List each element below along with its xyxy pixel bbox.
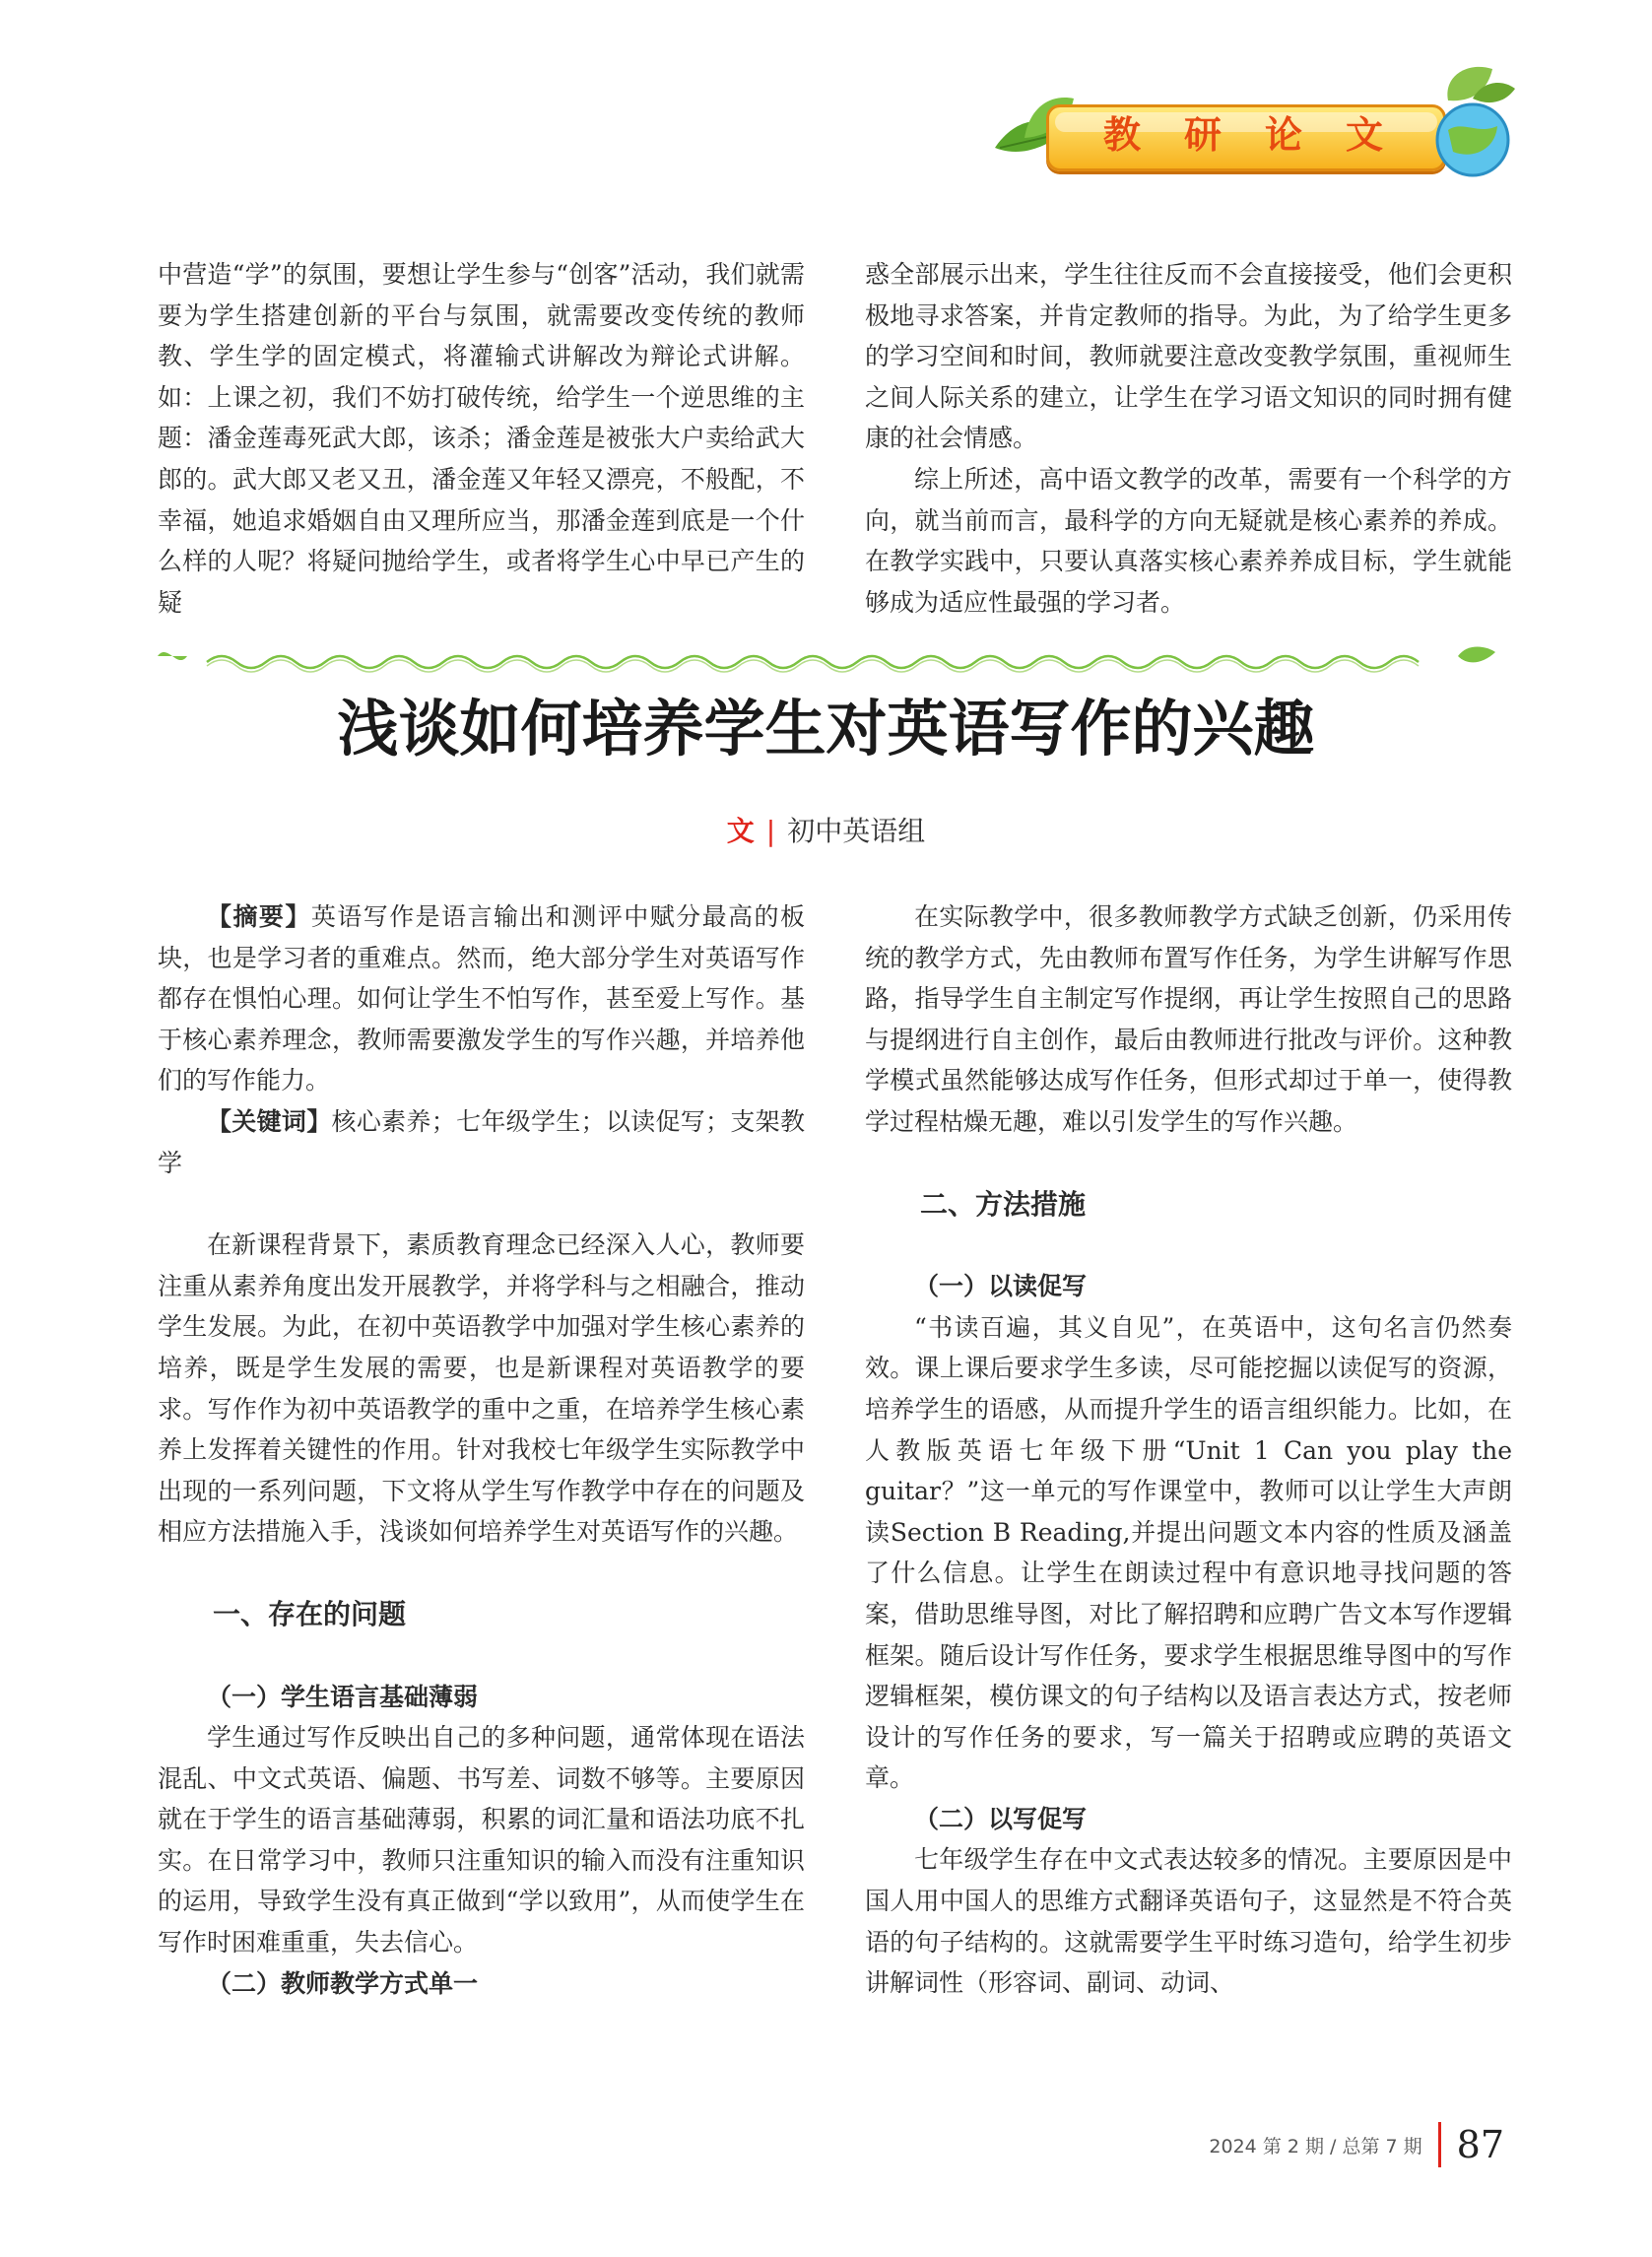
body-paragraph: “书读百遍，其义自见”，在英语中，这句名言仍然奏效。课上课后要求学生多读，尽可能挖掘以读促写的资源，培养学生的语感，从而提升学生的语言组织能力。比如，在人教版英语七年级下册“Unit 1 Can you play the guitar？”这一单元的写作课堂中，教师可以让学生大声朗读Section B Reading,并提出问题文本内容的性质及涵盖了什么信息。让学生在朗读过程中有意识地寻找问题的答案，借助思维导图，对比了解招聘和应聘广告文本写作逻辑框架。随后设计写作任务，要求学生根据思维导图中的写作逻辑框架，模仿课文的句子结构以及语言表达方式，按老师设计的写作任务的要求，写一篇关于招聘或应聘的英语文章。 bbox=[865, 1312, 1512, 1793]
body-paragraph: 学生通过写作反映出自己的多种问题，通常体现在语法混乱、中文式英语、偏题、书写差、词数不够等。主要原因就在于学生的语言基础薄弱，积累的词汇量和语法功底不扎实。在日常学习中，教师只注重知识的输入而没有注重知识的运用，导致学生没有真正做到“学以致用”，从而使学生在写作时困难重重，失去信心。 bbox=[158, 1723, 805, 1958]
subsection-heading: （二）以写促写 bbox=[914, 1804, 1088, 1833]
body-paragraph: 七年级学生存在中文式表达较多的情况。主要原因是中国人用中国人的思维方式翻译英语句子，这显然是不符合英语的句子结构的。这就需要学生平时练习造句，给学生初步讲解词性（形容词、副词、动词、 bbox=[865, 1845, 1512, 1998]
globe-leaf-icon bbox=[1419, 61, 1517, 189]
section-heading: 二、方法措施 bbox=[920, 1187, 1087, 1221]
byline-author: 初中英语组 bbox=[787, 815, 926, 847]
section-banner bbox=[985, 61, 1517, 199]
abstract-label: 【摘要】 bbox=[207, 902, 311, 931]
issue-info: 2024 第 2 期 / 总第 7 期 bbox=[1209, 2135, 1422, 2157]
page-number: 87 bbox=[1456, 2123, 1504, 2166]
article-left-column bbox=[158, 896, 805, 2004]
keywords bbox=[158, 1101, 805, 1183]
byline-prefix: 文 bbox=[726, 815, 755, 847]
subsection-heading: （一）学生语言基础薄弱 bbox=[207, 1682, 479, 1711]
section-heading: 一、存在的问题 bbox=[213, 1597, 407, 1630]
prev-article-paragraph: 惑全部展示出来，学生往往反而不会直接接受，他们会更积极地寻求答案，并肯定教师的指导。为此，为了给学生更多的学习空间和时间，教师就要注意改变教学氛围，重视师生之间人际关系的建立，让学生在学习语文知识的同时拥有健康的社会情感。 bbox=[865, 260, 1512, 453]
banner-label: 教研论文 bbox=[1102, 113, 1426, 157]
wavy-divider bbox=[158, 642, 1497, 682]
page-footer bbox=[1209, 2120, 1504, 2169]
keywords-text: 核心素养；七年级学生；以读促写；支架教学 bbox=[158, 1106, 805, 1177]
intro-paragraph: 在新课程背景下，素质教育理念已经深入人心，教师要注重从素养角度出发开展教学，并将学科与之相融合，推动学生发展。为此，在初中英语教学中加强对学生核心素养的培养，既是学生发展的需要，也是新课程对英语教学的要求。写作作为初中英语教学的重中之重，在培养学生核心素养上发挥着关键性的作用。针对我校七年级学生实际教学中出现的一系列问题，下文将从学生写作教学中存在的问题及相应方法措施入手，浅谈如何培养学生对英语写作的兴趣。 bbox=[158, 1230, 805, 1547]
footer-divider bbox=[1438, 2122, 1441, 2167]
body-paragraph: 在实际教学中，很多教师教学方式缺乏创新，仍采用传统的教学方式，先由教师布置写作任务，为学生讲解写作思路，指导学生自主制定写作提纲，再让学生按照自己的思路与提纲进行自主创作，最后由教师进行批改与评价。这种教学模式虽然能够达成写作任务，但形式却过于单一，使得教学过程枯燥无趣，难以引发学生的写作兴趣。 bbox=[865, 902, 1512, 1136]
article-title: 浅谈如何培养学生对英语写作的兴趣 bbox=[337, 693, 1315, 764]
subsection-heading: （二）教师教学方式单一 bbox=[207, 1968, 479, 1998]
byline-separator: | bbox=[765, 815, 776, 847]
byline bbox=[0, 810, 1652, 849]
abstract bbox=[158, 896, 805, 1101]
article-right-column bbox=[865, 896, 1512, 2004]
abstract-text: 英语写作是语言输出和测评中赋分最高的板块，也是学习者的重难点。然而，绝大部分学生对英语写作都存在惧怕心理。如何让学生不怕写作，甚至爱上写作。基于核心素养理念，教师需要激发学生的写作兴趣，并培养他们的写作能力。 bbox=[158, 902, 805, 1095]
prev-article-right-column bbox=[865, 254, 1512, 623]
subsection-heading: （一）以读促写 bbox=[914, 1272, 1088, 1301]
prev-article-paragraph: 中营造“学”的氛围，要想让学生参与“创客”活动，我们就需要为学生搭建创新的平台与氛围，就需要改变传统的教师教、学生学的固定模式，将灌输式讲解改为辩论式讲解。如：上课之初，我们不妨打破传统，给学生一个逆思维的主题：潘金莲毒死武大郎，该杀；潘金莲是被张大户卖给武大郎的。武大郎又老又丑，潘金莲又年轻又漂亮，不般配，不幸福，她追求婚姻自由又理所应当，那潘金莲到底是一个什么样的人呢？将疑问抛给学生，或者将学生心中早已产生的疑 bbox=[158, 260, 805, 617]
prev-article-conclusion: 综上所述，高中语文教学的改革，需要有一个科学的方向，就当前而言，最科学的方向无疑就是核心素养的养成。在教学实践中，只要认真落实核心素养养成目标，学生就能够成为适应性最强的学习者。 bbox=[865, 464, 1512, 617]
prev-article-left-column bbox=[158, 254, 805, 623]
keywords-label: 【关键词】 bbox=[207, 1106, 332, 1136]
